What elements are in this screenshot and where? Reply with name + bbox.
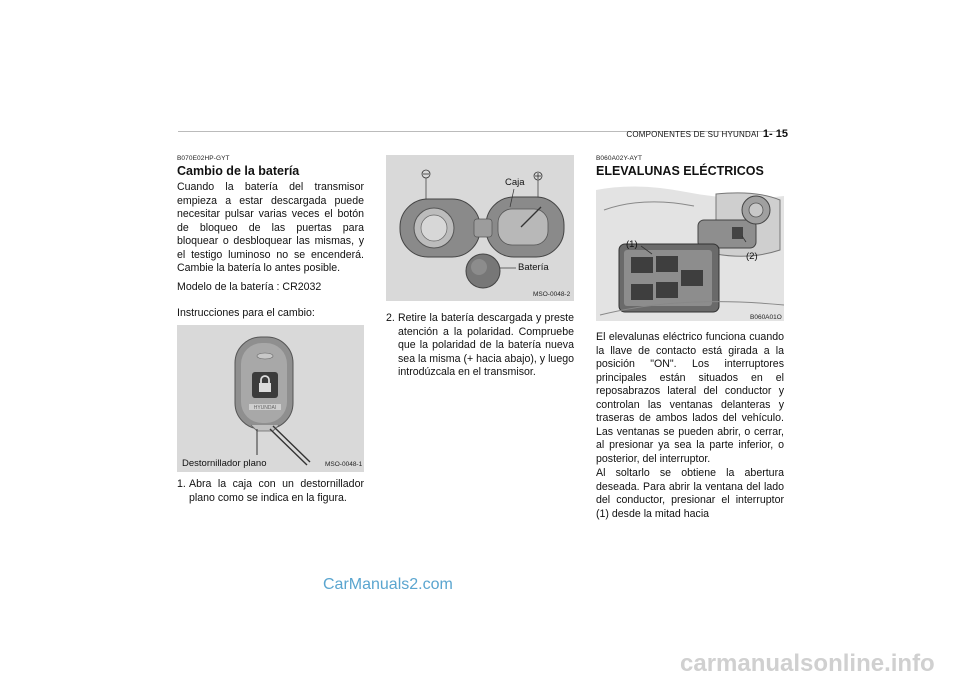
opened-fob-illustration bbox=[386, 155, 574, 301]
figure-label: Destornillador plano bbox=[182, 458, 267, 469]
watermark-link[interactable]: CarManuals2.com bbox=[323, 576, 453, 593]
page-number: 1- 15 bbox=[762, 128, 788, 140]
section-code: B070E02HP-GYT bbox=[177, 155, 230, 162]
running-header bbox=[600, 124, 788, 142]
label-battery: Batería bbox=[518, 262, 549, 273]
list-number: 1. bbox=[177, 478, 186, 490]
window-switch-figure bbox=[596, 180, 784, 325]
paragraph: Modelo de la batería : CR2032 bbox=[177, 281, 322, 293]
battery-figure bbox=[386, 155, 574, 301]
label-1: (1) bbox=[626, 239, 638, 250]
figure-code: MSO-0048-2 bbox=[533, 291, 571, 298]
section-code: B060A02Y-AYT bbox=[596, 155, 643, 162]
section-heading: ELEVALUNAS ELÉCTRICOS bbox=[596, 164, 764, 178]
label-case: Caja bbox=[505, 177, 525, 188]
label-2: (2) bbox=[746, 251, 758, 262]
figure-code: B060A01O bbox=[750, 314, 782, 321]
list-item: Abra la caja con un destornillador plano como se indica en la figura. bbox=[189, 478, 364, 504]
list-number: 2. bbox=[386, 312, 395, 324]
paragraph: Instrucciones para el cambio: bbox=[177, 307, 315, 319]
key-fob-illustration bbox=[177, 325, 364, 472]
paragraph: El elevalunas eléctrico funciona cuando la llave de contacto está girada a la posición "ON". Los interruptores principales están situados en el reposabrazos lateral del conductor y controlan las ventanas delanteras y traseras de ambos lados del vehículo. Las ventanas se pueden abrir, o cerrar, al presionar ya sea la parte inferior, o posterior, del interruptor. bbox=[596, 331, 784, 465]
list-item: Retire la batería descargada y preste atención a la polaridad. Compruebe que la polaridad de la batería nueva sea la misma (+ hacia abajo), y luego introdúzcala en el transmisor. bbox=[398, 312, 574, 378]
figure-code: MSO-0048-1 bbox=[325, 461, 363, 468]
watermark-text: carmanualsonline.info bbox=[680, 650, 935, 677]
header-title: COMPONENTES DE SU HYUNDAI bbox=[626, 130, 759, 139]
key-fob-figure bbox=[177, 325, 364, 472]
section-heading: Cambio de la batería bbox=[177, 164, 300, 178]
paragraph: Cuando la batería del transmisor empieza a estar descargada puede necesitar pulsar varias veces el botón de bloqueo de las puertas para bloquear o desbloquear las mismas, y el testigo luminoso no se encenderá. Cambie la batería lo antes posible. bbox=[177, 181, 364, 274]
paragraph: Al soltarlo se obtiene la abertura deseada. Para abrir la ventana del lado del conductor, presionar el interruptor (1) desde la mitad hacia bbox=[596, 467, 784, 520]
brand-logo: HYUNDAI bbox=[253, 405, 277, 411]
